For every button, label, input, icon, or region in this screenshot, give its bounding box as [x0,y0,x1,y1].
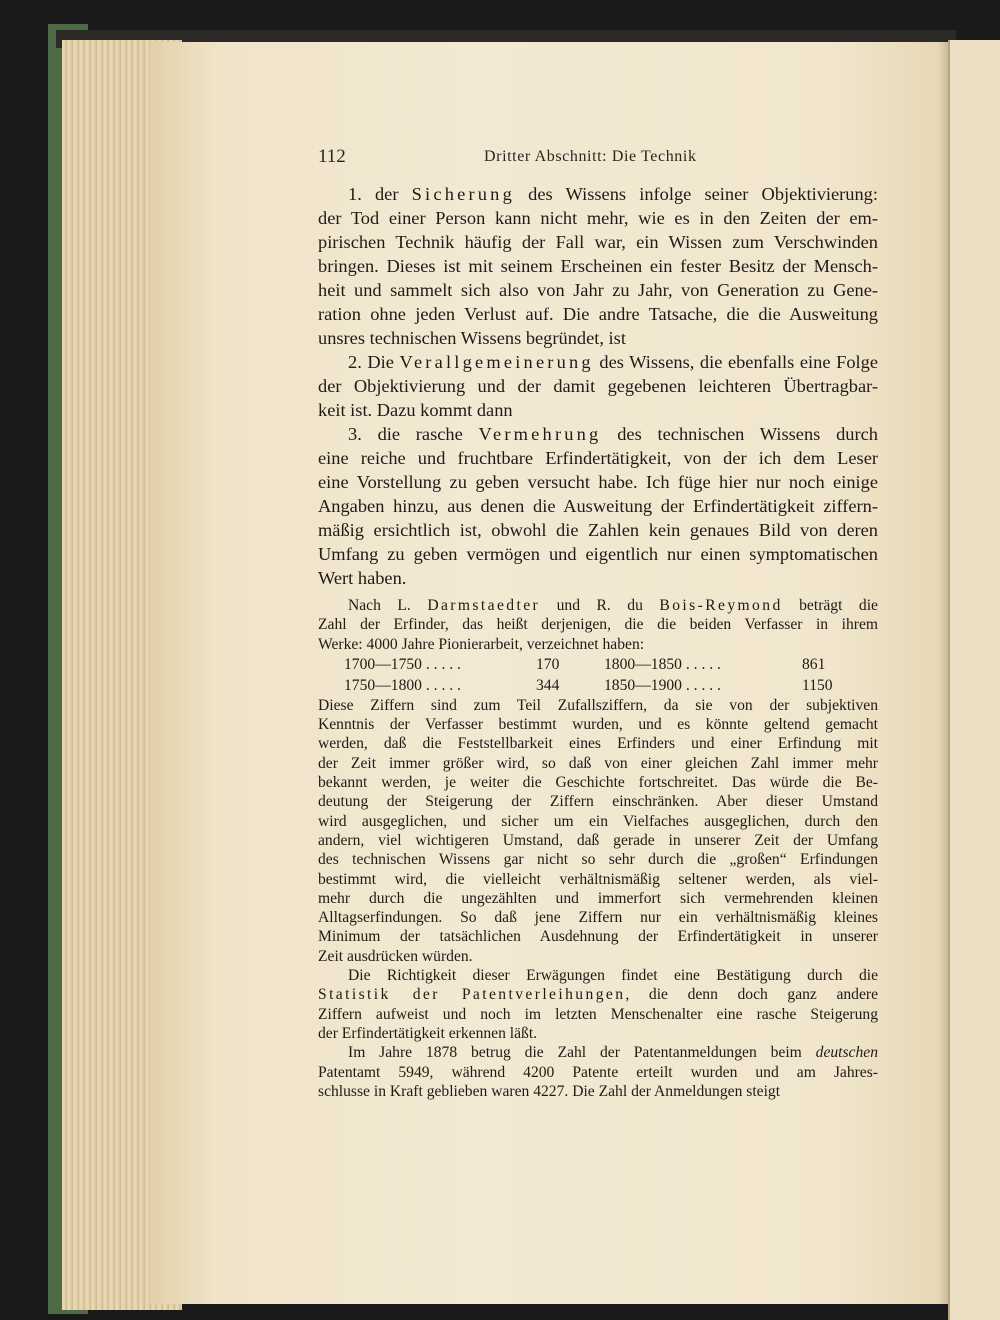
text-run: Patentamt 5949, während 4200 Patente erteilt wurden und am Jahres- [318,1063,878,1081]
text-line [318,1063,878,1082]
text-run: bringen. Dieses ist mit seinem Erscheinen ein fester Besitz der Mensch- [318,256,878,276]
text-line [318,715,878,734]
small-paragraph [318,1043,878,1101]
text-run: Wert haben. [318,568,407,588]
spaced-emphasis: Statistik der Patentverleihungen [318,986,626,1004]
text-line [318,1024,878,1043]
text-run: deutung der Steigerung der Ziffern einschränken. Aber dieser Umstand [318,793,878,811]
text-run: des technischen Wissens gar nicht so sehr durch die „großen“ Erfindungen [318,851,878,869]
inventor-table [318,654,878,696]
text-line [318,908,878,927]
text-run: Zeit ausdrücken würden. [318,947,473,965]
text-run: Alltagserfindungen. So daß jene Ziffern nur ein verhältnismäßig kleines [318,909,878,927]
paragraph [318,350,878,422]
text-run: keit ist. Dazu kommt dann [318,400,513,420]
text-line [318,518,878,542]
text-line [318,326,878,350]
spaced-emphasis: Vermehrung [478,424,602,444]
text-line [318,734,878,753]
text-run: Im Jahre 1878 betrug die Zahl der Patentanmeldungen beim [348,1044,816,1062]
text-run: Ziffern aufweist und noch im letzten Menschenalter eine rasche Steigerung [318,1005,878,1023]
text-run: 2. Die [348,352,400,372]
text-run: Werke: 4000 Jahre Pionierarbeit, verzeichnet haben: [318,635,645,653]
text-line [318,446,878,470]
text-line [318,302,878,326]
page-number: 112 [318,146,346,167]
text-line [318,422,878,446]
table-cell-count-b: 1150 [802,676,833,694]
text-line [318,374,878,398]
text-run: Die Richtigkeit dieser Erwägungen findet eine Bestätigung durch die [348,967,878,985]
text-run: Diese Ziffern sind zum Teil Zufallsziffern, da sie von der subjektiven [318,696,878,714]
text-run: der Tod einer Person kann nicht mehr, wie es in den Zeiten der em- [318,208,878,228]
text-line [318,254,878,278]
text-line [318,566,878,590]
text-run: der Objektivierung und der damit gegebenen leichteren Übertragbar- [318,376,878,396]
small-paragraph [318,596,878,654]
table-cell-period-b: 1800—1850 . . . . . [604,655,721,673]
spaced-emphasis: Verallgemeinerung [399,352,594,372]
text-run: Zahl der Erfinder, das heißt derjenigen, die die beiden Verfasser in ihrem [318,616,878,634]
text-line [318,696,878,715]
table-row [318,654,878,675]
table-cell-count-a: 344 [536,676,560,694]
text-run: beträgt die [782,597,878,614]
text-line [318,947,878,966]
text-run: werden, daß die Feststellbarkeit eines Erfinders und einer Erfindung mit [318,735,878,753]
table-cell-count-a: 170 [536,655,560,673]
text-line [318,870,878,889]
text-line [318,792,878,811]
text-run: heit und sammelt sich also von Jahr zu Jahr, von Generation zu Gene- [318,280,878,300]
text-run: 1. der [348,184,412,204]
text-run: eine Vorstellung zu geben versucht habe. Ich füge hier nur noch einige [318,472,878,492]
paragraph [318,182,878,350]
table-cell-count-b: 861 [802,655,826,673]
text-line [318,889,878,908]
text-line [318,1043,878,1062]
text-run: der Erfindertätigkeit erkennen läßt. [318,1024,538,1042]
text-line [318,206,878,230]
italic-emphasis: deutschen [815,1044,878,1062]
text-run: 3. die rasche [348,424,479,444]
text-run: Angaben hinzu, aus denen die Ausweitung der Erfindertätigkeit ziffern- [318,496,878,516]
text-line [318,635,878,654]
text-line [318,985,878,1004]
paragraph [318,422,878,590]
text-line [318,773,878,792]
text-run: eine reiche und fruchtbare Erfindertätigkeit, von der ich dem Leser [318,448,878,468]
text-line [318,966,878,985]
text-run: unsres technischen Wissens begründet, ist [318,328,626,348]
text-line [318,494,878,518]
small-paragraph [318,696,878,966]
text-run: wird ausgeglichen, und sicher um ein Vielfaches ausgeglichen, durch den [318,812,878,830]
text-run: ration ohne jeden Verlust auf. Die andre Tatsache, die die Ausweitung [318,304,878,324]
text-run: bestimmt wird, die vielleicht verhältnismäßig seltener werden, als viel- [318,870,878,888]
text-line [318,754,878,773]
text-run: Umfang zu geben vermögen und eigentlich nur einen symptomatischen [318,544,878,564]
text-line [318,278,878,302]
text-run: Nach L. [348,597,428,614]
text-run: des technischen Wissens durch [601,424,878,444]
text-run: mäßig ersichtlich ist, obwohl die Zahlen kein genaues Bild von deren [318,520,878,540]
text-run: Minimum der tatsächlichen Ausdehnung der Erfindertätigkeit in unserer [318,928,878,946]
text-run: mehr durch die ungezählten und immerfort sich vermehrenden kleinen [318,889,878,907]
text-line [318,1082,878,1101]
text-run: Kenntnis der Verfasser bestimmt wurden, und es könnte geltend gemacht [318,716,878,734]
text-run: , die denn doch ganz andere [625,986,878,1004]
table-cell-period-b: 1850—1900 . . . . . [604,676,721,694]
text-line [318,542,878,566]
text-line [318,812,878,831]
table-cell-period-a: 1750—1800 . . . . . [344,676,461,694]
small-paragraph [318,966,878,1043]
text-run: bekannt werden, je weiter die Geschichte fortschreitet. Das würde die Be- [318,774,878,792]
running-head [318,146,878,172]
text-run: des Wissens, die ebenfalls eine Folge [593,352,878,372]
text-line [318,1005,878,1024]
text-run: des Wissens infolge seiner Objektivierung: [514,184,878,204]
text-run: und R. du [540,597,660,614]
text-run: schlusse in Kraft geblieben waren 4227. Die Zahl der Anmeldungen steigt [318,1082,781,1100]
text-run: andern, viel wichtigeren Umstand, daß gerade in unserer Zeit der Umfang [318,831,878,849]
text-line [318,230,878,254]
text-line [318,182,878,206]
text-line [318,615,878,634]
text-line [318,831,878,850]
spaced-emphasis: Sicherung [411,184,515,204]
text-line [318,596,878,615]
table-row [318,675,878,696]
text-line [318,927,878,946]
text-line [318,350,878,374]
text-run: pirischen Technik häufig der Fall war, ein Wissen zum Verschwinden [318,232,878,252]
text-run: der Zeit immer größer wird, so daß von einer gleichen Zahl immer mehr [318,754,878,772]
text-line [318,850,878,869]
running-head-title: Dritter Abschnitt: Die Technik [484,148,697,165]
facing-page-edge [948,40,1000,1320]
spaced-emphasis: Darmstaedter [427,597,541,614]
page-text [318,182,878,1101]
text-line [318,470,878,494]
text-line [318,398,878,422]
spaced-emphasis: Bois-Reymond [659,597,783,614]
table-cell-period-a: 1700—1750 . . . . . [344,655,461,673]
